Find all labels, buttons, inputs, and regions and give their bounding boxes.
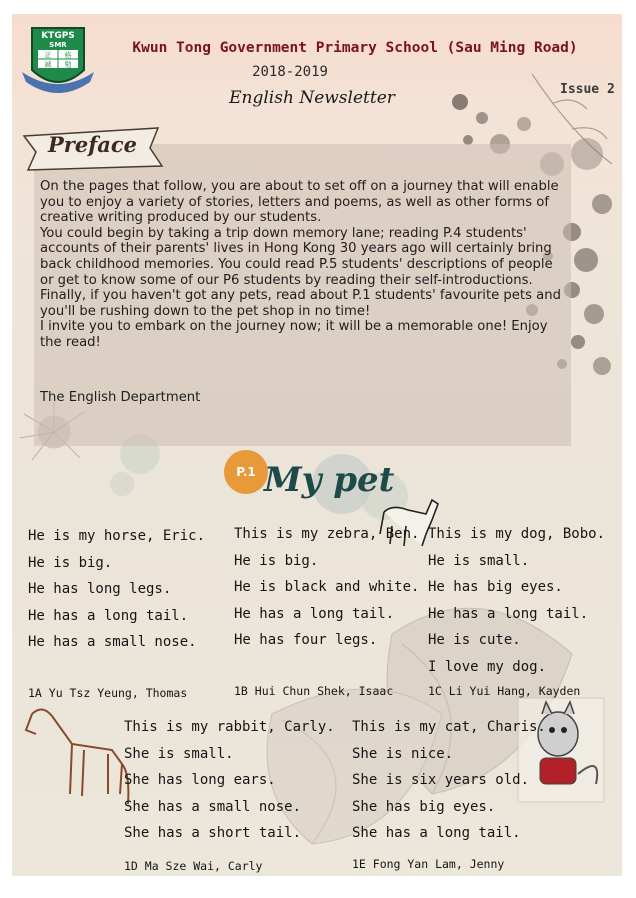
poem-line: She is six years old. — [352, 772, 530, 788]
poem-line: He is big. — [28, 554, 113, 571]
poem-rabbit — [124, 719, 335, 852]
poem-line: She has a short tail. — [124, 825, 302, 841]
poem-line: This is my dog, Bobo. — [428, 526, 606, 542]
poem-line: She is small. — [124, 745, 234, 762]
poem-line: He is big. — [234, 552, 319, 569]
poem-line: She has a long tail. — [352, 825, 521, 841]
poem-line: He is my horse, Eric. — [28, 528, 206, 544]
poem-author: 1E Fong Yan Lam, Jenny — [352, 857, 505, 871]
poem-line: He has four legs. — [234, 632, 378, 648]
preface-paragraph: I invite you to embark on the journey now; it will be a memorable one! Enjoy the read! — [40, 319, 548, 350]
preface-paragraph: You could begin by taking a trip down memory lane; reading P.4 students' accounts of their parents' lives in Hong Kong 30 years ago will certainly bring back childhood memories. You could read P.5 students' descriptions of people or get to know some of our P6 students by reading their self-introductions. Finally, if you haven't got any pets, read about P.1 students' favourite pets and you'll be rushing down to the pet shop in no time! — [40, 225, 561, 319]
poem-line: He has a long tail. — [28, 607, 189, 624]
logo-char-1: 正 — [44, 51, 52, 60]
poem-zebra — [234, 526, 419, 659]
poem-line: He has a long tail. — [428, 605, 589, 622]
preface-body — [40, 179, 568, 351]
grade-badge: P.1 — [224, 450, 268, 494]
poem-horse — [28, 528, 205, 661]
bubble-left-small — [110, 472, 134, 496]
school-logo — [18, 20, 98, 100]
poem-line: She has big eyes. — [352, 798, 496, 815]
preface-signature: The English Department — [40, 390, 201, 405]
poem-line: This is my zebra, Ben. — [234, 526, 420, 542]
poem-line: This is my cat, Charis. — [352, 719, 546, 735]
poem-author: 1B Hui Chun Shek, Isaac — [234, 684, 394, 698]
section-title: My pet — [264, 460, 395, 500]
issue-number: Issue 2 — [560, 82, 615, 97]
poem-author: 1D Ma Sze Wai, Carly — [124, 859, 263, 873]
poem-line: He is small. — [428, 552, 530, 569]
poem-line: I love my dog. — [428, 658, 547, 675]
poem-line: He has big eyes. — [428, 579, 563, 595]
poem-line: This is my rabbit, Carly. — [124, 719, 335, 735]
poem-line: She has a small nose. — [124, 798, 302, 815]
logo-char-4: 勉 — [64, 60, 72, 69]
poem-dog — [428, 526, 605, 685]
school-year: 2018-2019 — [252, 64, 328, 80]
logo-char-3: 誠 — [44, 60, 52, 69]
poem-line: He is black and white. — [234, 579, 420, 595]
logo-text-mid: SMR — [49, 41, 67, 49]
poem-author: 1A Yu Tsz Yeung, Thomas — [28, 686, 188, 700]
logo-text-top: KTGPS — [41, 31, 75, 41]
school-name: Kwun Tong Government Primary School (Sau Ming Road) — [132, 40, 578, 56]
poem-line: She has long ears. — [124, 772, 276, 788]
horse-drawing — [26, 709, 128, 804]
poem-line: He has long legs. — [28, 581, 172, 597]
poem-line: He is cute. — [428, 632, 521, 648]
poem-line: He has a long tail. — [234, 605, 395, 622]
poem-line: He has a small nose. — [28, 634, 197, 650]
preface-paragraph: On the pages that follow, you are about to set off on a journey that will enable you to enjoy a variety of stories, letters and poems, as well as other forms of creative writing produced by our students. — [40, 179, 559, 226]
poem-author: 1C Li Yui Hang, Kayden — [428, 684, 581, 698]
poem-line: She is nice. — [352, 745, 454, 762]
newsletter-page — [12, 14, 622, 876]
logo-char-2: 格 — [64, 51, 72, 60]
preface-heading: Preface — [48, 132, 138, 157]
newsletter-title: English Newsletter — [229, 88, 395, 108]
poem-cat — [352, 719, 546, 852]
